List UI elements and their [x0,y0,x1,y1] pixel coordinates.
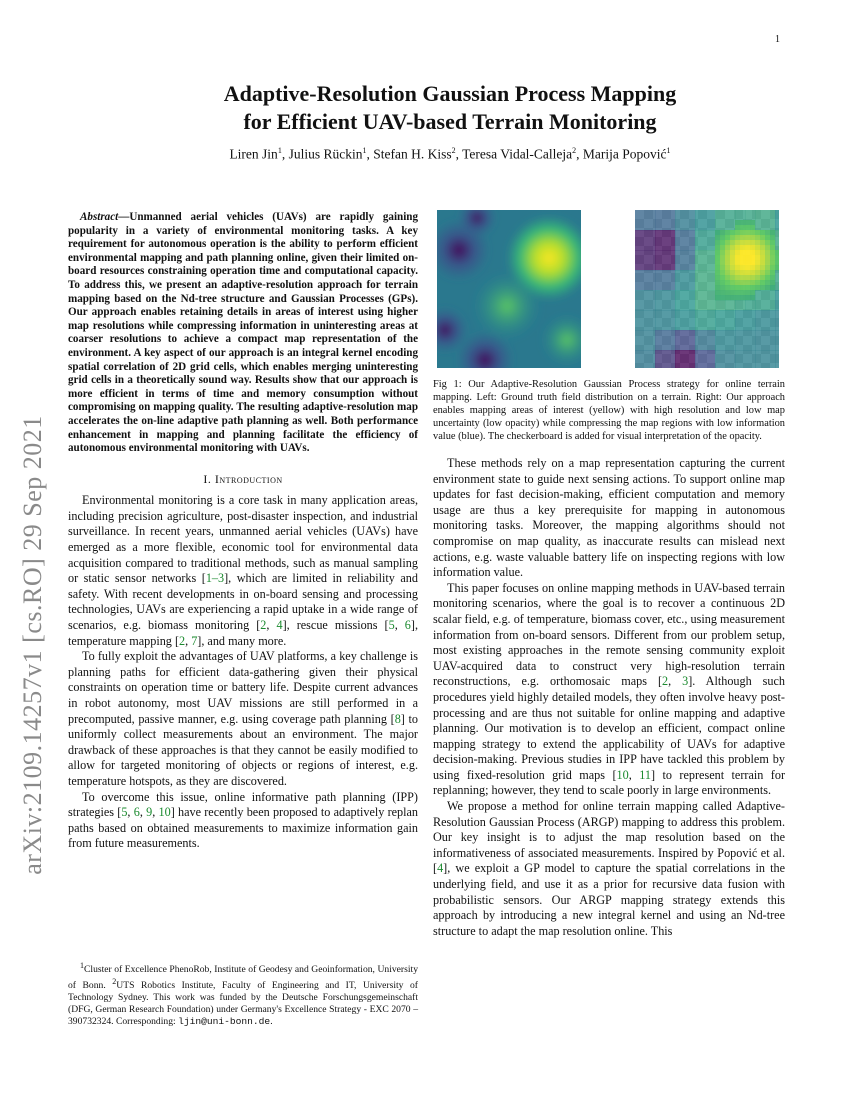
map-cell [745,295,750,300]
map-cell [775,310,779,330]
map-cell [750,280,755,285]
figure-caption: Fig 1: Our Adaptive-Resolution Gaussian Process strategy for online terrain mapping. Left: Ground truth field distribution on a terrain. Right: Our approach enables mapping areas of interest (yellow) with high resolution and low map uncertainty (low opacity) while compressing the map regions with low information value (blue). The checkerboard is added for visual interpretation of the opacity. [433,379,785,442]
map-cell [655,270,675,290]
map-cell [735,290,740,295]
map-cell [745,255,750,260]
arxiv-stamp: arXiv:2109.14257v1 [cs.RO] 29 Sep 2021 [18,415,47,875]
map-cell [695,250,715,270]
map-cell [750,260,755,265]
map-cell [775,230,779,250]
right-column [433,210,785,939]
map-cell [720,255,725,260]
map-cell [735,210,745,220]
footnote-text-2: UTS Robotics Institute, Faculty of Engineering and IT, University of Technology Sydney. This work was funded by the Deutsche Forschungsgemeinschaft (DFG, German Research Foundation) under Germany's Excellence Strategy - EXC 2070 – 390732324. Corresponding: [68,980,419,1028]
map-cell [725,285,730,290]
figure-1 [437,210,779,368]
map-cell [760,230,765,235]
map-cell [740,285,745,290]
adaptive-resolution-map-svg [635,210,779,368]
map-cell [725,265,730,270]
map-cell [745,230,750,235]
map-cell [740,230,745,235]
map-cell [675,350,695,368]
citation-link[interactable]: 4 [276,618,283,633]
author-list: Liren Jin$^1$, Julius Rückin$^1$, Stefan H. Kiss$^2$, Teresa Vidal-Calleja$^2$, Marija Popović$^1$ [229,146,671,162]
footnote-email: ljin@uni-bonn.de [178,1016,271,1028]
map-cell [715,265,720,270]
author-name: Teresa Vidal-Calleja [462,146,573,162]
map-cell [770,245,775,250]
map-cell [760,260,765,265]
map-cell [765,275,770,280]
map-cell [720,245,725,250]
map-cell [635,230,655,250]
map-cell [770,230,775,235]
map-cell [770,240,775,245]
map-cell [755,260,760,265]
map-cell [720,240,725,245]
map-cell [745,275,750,280]
map-cell [755,310,775,330]
map-cell [635,250,655,270]
footnote: $^1$Cluster of Excellence PhenoRob, Institute of Geodesy and Geoinformation, University of Bonn. $^2$UTS Robotics Institute, Faculty of Engineering and IT, University of Technology Sydney. This work was funded by the Deutsche Forschungsgemeinschaft (DFG, German Research Foundation) under Germany's Excellence Strategy - EXC 2070 – 390732324. Corresponding: ljin@uni-bonn.de. [68,961,419,1028]
map-cell [735,245,740,250]
map-cell [730,275,735,280]
map-cell [725,235,730,240]
paper-title [120,80,780,136]
map-cell [750,265,755,270]
map-cell [675,270,695,290]
map-cell [735,260,740,265]
map-cell [720,250,725,255]
map-cell [765,270,770,275]
map-cell [725,250,730,255]
intro-paragraph-3: To overcome this issue, online informative path planning (IPP) strategies [5, 6, 9, 10] have recently been proposed to adaptively replan paths based on obtained measurements to maximize information gain from future measurements. [68,789,419,851]
map-cell [765,250,770,255]
map-cell [770,280,775,285]
map-cell [745,240,750,245]
map-cell [745,210,755,220]
map-cell [745,220,750,225]
map-cell [725,295,730,300]
citation-link[interactable]: 5 [121,805,128,820]
map-cell [715,310,735,330]
map-cell [725,275,730,280]
citation-link[interactable]: 11 [639,767,651,782]
map-cell [745,270,750,275]
map-cell [735,235,740,240]
map-cell [745,280,750,285]
map-cell [655,290,675,310]
map-cell [760,285,765,290]
citation-link[interactable]: 2 [179,633,186,648]
map-cell [715,270,720,275]
intro-paragraph-1: Environmental monitoring is a core task in many application areas, including precision agriculture, post-disaster inspection, and industrial surveillance. In recent years, unmanned aerial vehicles (UAVs) have emerged as a more flexible, economic tool for environmental data acquisition compared to traditional methods, such as manual sampling or static sensor networks [1–3], which are limited in reliability and safety. With recent developments in on-board sensing and processing technologies, UAVs are experiencing a rapid uptake in a wide range of scenarios, e.g. biomass monitoring [2, 4], rescue missions [5, 6], temperature mapping [2, 7], and many more. [68,493,418,648]
map-cell [770,275,775,280]
map-cell [655,350,675,368]
map-cell [765,245,770,250]
map-cell [735,350,755,368]
map-cell [755,255,760,260]
map-cell [755,245,760,250]
map-cell [730,260,735,265]
map-cell [720,235,725,240]
map-cell [735,270,740,275]
citation-link[interactable]: 9 [146,805,153,820]
map-cell [715,275,720,280]
map-cell [765,260,770,265]
map-cell [720,295,725,300]
map-cell [760,280,765,285]
map-cell [735,310,755,330]
map-cell [775,270,779,290]
map-cell [750,275,755,280]
map-cell [725,240,730,245]
map-cell [675,290,695,310]
map-cell [655,330,675,350]
map-cell [775,210,779,230]
author-affiliation: 1 [666,146,671,155]
map-cell [715,260,720,265]
map-cell [760,235,765,240]
citation-link[interactable]: 3 [682,674,689,689]
right-paragraph-1: These methods rely on a map representation capturing the current environment state to guide next sensing actions. To support online map updates for fast decision-making, efficient computation and memory usage are thus a key prerequisite for mapping in autonomous monitoring tasks. Moreover, the mapping algorithms should not compromise on map quality, as inaccurate results can mislead next actions, e.g. waste valuable battery life on inspecting regions with low information value. [433,456,785,580]
map-cell [725,255,730,260]
map-cell [750,235,755,240]
citation-link[interactable]: 5 [388,618,395,633]
citation-link[interactable]: 1–3 [205,571,225,586]
map-cell [770,270,775,275]
map-cell [735,275,740,280]
map-cell [730,295,735,300]
map-cell [755,330,775,350]
author-name: Julius Rückin [288,146,363,162]
map-cell [730,230,735,235]
map-cell [635,310,655,330]
map-cell [755,265,760,270]
map-cell [725,290,730,295]
map-cell [745,245,750,250]
map-cell [740,265,745,270]
map-cell [635,290,655,310]
map-cell [730,280,735,285]
map-cell [740,270,745,275]
map-cell [715,285,720,290]
map-cell [725,260,730,265]
map-cell [750,220,755,225]
map-cell [755,250,760,255]
map-cell [745,235,750,240]
map-cell [735,220,740,225]
map-cell [715,350,735,368]
map-cell [740,220,745,225]
author-name: Stefan H. Kiss [373,146,452,162]
map-cell [735,330,755,350]
author-name: Liren Jin [229,146,278,162]
map-cell [715,210,735,230]
ground-truth-field-image [437,210,581,368]
citation-link[interactable]: 6 [404,618,411,633]
right-text [433,456,785,939]
map-cell [755,240,760,245]
map-cell [740,245,745,250]
map-cell [715,280,720,285]
map-cell [750,285,755,290]
map-cell [715,250,720,255]
map-cell [765,240,770,245]
map-cell [720,290,725,295]
map-cell [760,275,765,280]
map-cell [765,230,770,235]
map-cell [755,210,775,230]
map-cell [730,235,735,240]
map-cell [755,275,760,280]
map-cell [735,250,740,255]
map-cell [775,255,779,260]
map-cell [695,210,715,230]
page-number: 1 [775,34,780,45]
citation-link[interactable]: 2 [260,618,267,633]
intro-paragraph-2: To fully exploit the advantages of UAV platforms, a key challenge is planning paths for efficient data-gathering given their physical constraints on operation time or battery life. Despite current advances in robot autonomy, most UAV missions are still performed in a precomputed, passive manner, e.g. using coverage path planning [8] to uniformly collect measurements about an environment. The major drawback of these approaches is that they cannot be easily modified to allow for targeted monitoring of objects or regions of interest, e.g. temperature hotspots, as they are discovered. [68,649,418,788]
map-cell [775,290,779,310]
map-cell [740,225,745,230]
author-affiliation: 1 [277,146,282,155]
map-cell [695,230,715,250]
map-cell [740,260,745,265]
map-cell [750,225,755,230]
abstract-label: Abstract [80,211,119,223]
ground-truth-field-svg [437,210,581,368]
map-cell [735,265,740,270]
map-cell [715,235,720,240]
map-cell [730,270,735,275]
map-cell [755,235,760,240]
map-cell [730,265,735,270]
map-cell [695,290,715,310]
map-cell [760,270,765,275]
map-cell [720,230,725,235]
map-cell [675,230,695,250]
map-cell [755,230,760,235]
section-number: I. [203,471,212,486]
map-cell [770,250,775,255]
map-cell [770,265,775,270]
map-cell [740,275,745,280]
map-cell [735,285,740,290]
map-cell [770,235,775,240]
map-cell [655,310,675,330]
map-cell [745,290,750,295]
map-cell [745,265,750,270]
map-cell [750,290,755,295]
right-paragraph-2: This paper focuses on online mapping methods in UAV-based terrain monitoring scenarios, where the goal is to recover a continuous 2D scalar field, e.g. of temperature, biomass cover, etc., using measurement information from on-board sensors. Different from our problem setup, most existing approaches in the remote sensing community exploit UAV-acquired data to construct very high-resolution terrain reconstructions, e.g. orthomosaic maps [2, 3]. Although such procedures yield highly detailed models, they often involve heavy post-processing and are thus not suitable for online mapping and adaptive planning. Our motivation is to develop an efficient, compact online mapping strategy to extend the applicability of UAVs for adaptive decision-making. Previous studies in IPP have tackled this problem by using fixed-resolution grid maps [10, 11] to represent terrain for replanning; however, they tend to scale poorly in large environments. [433,580,786,798]
map-cell [720,275,725,280]
map-cell [745,225,750,230]
map-cell [715,330,735,350]
footnote-text-1: Cluster of Excellence PhenoRob, Institute of Geodesy and Geoinformation, University of Bonn. [68,964,418,992]
map-cell [775,350,779,368]
abstract [68,211,418,456]
map-cell [735,295,740,300]
author-name: Marija Popović [582,146,667,162]
map-cell [715,245,720,250]
map-cell [730,255,735,260]
citation-link[interactable]: 4 [437,861,444,876]
map-cell [730,250,735,255]
map-cell [750,270,755,275]
map-cell [765,255,770,260]
map-cell [765,280,770,285]
map-cell [725,300,735,310]
map-cell [760,245,765,250]
map-cell [735,230,740,235]
map-cell [755,290,775,310]
adaptive-resolution-map-image [635,210,779,368]
map-cell [725,230,730,235]
map-cell [735,255,740,260]
map-cell [675,310,695,330]
map-cell [720,270,725,275]
map-cell [635,330,655,350]
map-cell [770,260,775,265]
map-cell [740,235,745,240]
map-cell [745,285,750,290]
map-cell [715,290,720,295]
map-cell [740,295,745,300]
map-cell [740,290,745,295]
map-cell [770,285,775,290]
citation-link[interactable]: 10 [616,767,629,782]
map-cell [745,260,750,265]
citation-link[interactable]: 2 [662,674,669,689]
right-paragraph-3: We propose a method for online terrain mapping called Adaptive-Resolution Gaussian Process (ARGP) mapping to address this problem. Our key insight is to adjust the map resolution based on the informativeness of associated measurements. Inspired by Popović et al. [4], we exploit a GP model to capture the spatial correlations in the underlying field, and use it as a prior for recursive data fusion with probabilistic sensors. Our ARGP mapping strategy extends this approach by introducing a new integral kernel and using an Nd-tree structure to adapt the map resolution online. This [433,799,785,938]
section-title: Introduction [214,471,283,486]
map-cell [695,350,715,368]
map-cell [760,255,765,260]
left-column [68,211,418,852]
map-cell [765,235,770,240]
map-cell [740,250,745,255]
map-cell [755,270,760,275]
citation-link[interactable]: 10 [158,805,171,820]
map-cell [735,300,745,310]
map-cell [730,245,735,250]
map-cell [750,230,755,235]
map-cell [755,285,760,290]
map-cell [720,285,725,290]
map-cell [775,260,779,265]
map-cell [760,240,765,245]
map-cell [715,230,720,235]
abstract-text: —Unmanned aerial vehicles (UAVs) are rapidly gaining popularity in a variety of environmental monitoring tasks. A key requirement for autonomous operation is the ability to perform efficient environmental mapping and path planning online, given their limited on-board resources constraining operation time and computational capacity. To address this, we present an adaptive-resolution approach for terrain mapping based on the Nd-tree structure and Gaussian Processes (GPs). Our approach enables retaining details in areas of interest using higher map resolutions while compressing information in uninteresting areas at coarser resolutions to achieve a compact map representation of the environment. A key aspect of our approach is an integral kernel encoding spatial correlation of 2D grid cells, which enables merging uninteresting grid cells in a theoretically sound way. Results show that our approach is more efficient in terms of time and memory consumption without compromising on mapping quality. The resulting adaptive-resolution map accelerates the on-line adaptive path planning as well. Both performance enhancement in mapping and planning facilitate the efficiency of autonomous environmental monitoring with UAVs. [68,211,418,455]
map-cell [715,240,720,245]
title-line-2: for Efficient UAV-based Terrain Monitoring [243,109,657,134]
map-cell [775,330,779,350]
citation-link[interactable]: 6 [133,805,140,820]
map-cell [720,265,725,270]
map-cell [695,330,715,350]
map-cell [730,290,735,295]
map-cell [725,270,730,275]
title-line-1: Adaptive-Resolution Gaussian Process Mapping [223,81,677,106]
map-cell [635,210,655,230]
map-cell [675,250,695,270]
map-cell [725,245,730,250]
citation-link[interactable]: 7 [191,633,198,648]
map-cell [720,260,725,265]
map-cell [775,265,779,270]
map-cell [635,350,655,368]
map-cell [655,210,675,230]
map-cell [655,250,675,270]
map-cell [755,350,775,368]
citation-link[interactable]: 8 [394,711,401,726]
map-cell [715,255,720,260]
map-cell [720,280,725,285]
map-cell [750,245,755,250]
map-cell [750,250,755,255]
map-cell [740,240,745,245]
map-cell [725,280,730,285]
author-affiliation: 2 [451,146,456,155]
map-cell [750,295,755,300]
map-cell [770,255,775,260]
map-cell [745,300,755,310]
map-cell [635,270,655,290]
map-cell [730,240,735,245]
map-cell [675,330,695,350]
map-cell [760,250,765,255]
map-cell [695,310,715,330]
map-cell [755,280,760,285]
map-cell [715,295,720,300]
map-cell [695,270,715,290]
map-cell [655,230,675,250]
author-affiliation: 2 [572,146,577,155]
section-heading [68,472,418,488]
map-cell [735,240,740,245]
map-cell [745,250,750,255]
map-cell [775,250,779,255]
map-cell [675,210,695,230]
map-cell [730,285,735,290]
map-cell [735,225,740,230]
map-cell [715,300,725,310]
map-cell [740,280,745,285]
map-cell [750,255,755,260]
map-cell [765,285,770,290]
map-cell [765,265,770,270]
map-cell [740,255,745,260]
author-affiliation: 1 [362,146,367,155]
map-cell [760,265,765,270]
map-cell [735,280,740,285]
map-cell [750,240,755,245]
